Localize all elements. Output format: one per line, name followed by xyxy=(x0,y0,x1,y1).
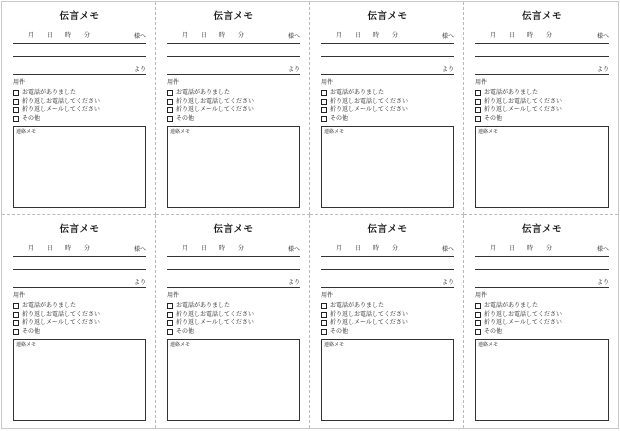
option-label: その他 xyxy=(330,114,349,122)
checkbox[interactable] xyxy=(13,312,19,318)
option-item[interactable] xyxy=(167,98,300,107)
day-unit: 日 xyxy=(47,245,54,252)
sender-row xyxy=(167,279,300,288)
option-item[interactable] xyxy=(475,89,609,98)
blank-write-line xyxy=(475,56,609,57)
option-item[interactable] xyxy=(167,106,300,115)
option-item[interactable] xyxy=(167,319,300,328)
memo-label: 連絡メモ xyxy=(170,342,191,348)
minute-unit: 分 xyxy=(546,245,553,252)
option-label: 折り返しメールしてください xyxy=(176,319,254,327)
option-item[interactable] xyxy=(475,115,609,124)
blank-write-line xyxy=(13,56,146,57)
checkbox[interactable] xyxy=(13,116,19,122)
option-label: その他 xyxy=(484,327,503,335)
month-unit: 月 xyxy=(336,245,343,252)
memo-box[interactable] xyxy=(13,339,146,421)
option-label: お電話がありました xyxy=(22,89,77,97)
day-unit: 日 xyxy=(201,32,208,39)
option-item[interactable] xyxy=(475,302,609,311)
minute-unit: 分 xyxy=(84,245,91,252)
blank-write-line xyxy=(475,269,609,270)
memo-title: 伝言メモ xyxy=(521,224,562,235)
checkbox[interactable] xyxy=(167,329,173,335)
hour-unit: 時 xyxy=(219,245,226,252)
checkbox[interactable] xyxy=(321,312,327,318)
option-label: その他 xyxy=(22,327,41,335)
memo-label: 連絡メモ xyxy=(16,129,37,135)
month-unit: 月 xyxy=(28,245,35,252)
memo-sheet xyxy=(1,1,619,429)
checkbox[interactable] xyxy=(475,116,481,122)
date-time-row xyxy=(321,245,454,257)
date-time-row xyxy=(13,245,146,257)
message-memo-card xyxy=(310,2,464,215)
message-memo-card xyxy=(2,215,156,428)
checkbox[interactable] xyxy=(13,303,19,309)
memo-box[interactable] xyxy=(167,126,300,208)
blank-write-line xyxy=(321,269,454,270)
memo-box[interactable] xyxy=(13,126,146,208)
recipient-suffix: 様へ xyxy=(596,246,609,253)
option-item[interactable] xyxy=(13,319,146,328)
checkbox[interactable] xyxy=(167,116,173,122)
option-label: その他 xyxy=(176,114,195,122)
minute-unit: 分 xyxy=(238,245,245,252)
option-label: お電話がありました xyxy=(176,302,231,310)
option-label: 折り返しお電話してください xyxy=(22,97,101,105)
date-time-row xyxy=(475,245,609,257)
option-item[interactable] xyxy=(321,89,454,98)
option-list xyxy=(167,89,300,123)
checkbox[interactable] xyxy=(321,107,327,113)
sender-suffix: より xyxy=(287,279,300,286)
option-label: 折り返しお電話してください xyxy=(176,97,255,105)
checkbox[interactable] xyxy=(321,90,327,96)
memo-title: 伝言メモ xyxy=(59,224,100,235)
checkbox[interactable] xyxy=(321,320,327,326)
hour-unit: 時 xyxy=(373,32,380,39)
sender-row xyxy=(321,66,454,75)
checkbox[interactable] xyxy=(475,90,481,96)
option-item[interactable] xyxy=(321,106,454,115)
hour-unit: 時 xyxy=(527,245,534,252)
memo-box[interactable] xyxy=(321,339,454,421)
sender-row xyxy=(475,279,609,288)
option-label: 折り返しメールしてください xyxy=(330,106,408,114)
option-item[interactable] xyxy=(321,311,454,320)
checkbox[interactable] xyxy=(475,312,481,318)
minute-unit: 分 xyxy=(238,32,245,39)
day-unit: 日 xyxy=(509,32,516,39)
option-label: お電話がありました xyxy=(484,302,539,310)
option-list xyxy=(321,302,454,336)
sender-row xyxy=(475,66,609,75)
hour-unit: 時 xyxy=(65,32,72,39)
sender-row xyxy=(13,279,146,288)
option-label: お電話がありました xyxy=(484,89,539,97)
option-label: 折り返しメールしてください xyxy=(176,106,254,114)
checkbox[interactable] xyxy=(321,116,327,122)
month-unit: 月 xyxy=(182,32,189,39)
option-item[interactable] xyxy=(13,328,146,337)
sender-suffix: より xyxy=(441,66,454,73)
recipient-suffix: 様へ xyxy=(441,33,454,40)
day-unit: 日 xyxy=(201,245,208,252)
memo-box[interactable] xyxy=(167,339,300,421)
option-label: その他 xyxy=(484,114,503,122)
day-unit: 日 xyxy=(355,245,362,252)
checkbox[interactable] xyxy=(13,90,19,96)
memo-label: 連絡メモ xyxy=(170,129,191,135)
option-label: 折り返しお電話してください xyxy=(330,97,409,105)
sender-row xyxy=(321,279,454,288)
sender-suffix: より xyxy=(441,279,454,286)
memo-box[interactable] xyxy=(321,126,454,208)
subject-label: 用件 xyxy=(321,79,334,86)
option-item[interactable] xyxy=(167,89,300,98)
date-time-row xyxy=(13,32,146,44)
subject-label: 用件 xyxy=(167,79,180,86)
memo-label: 連絡メモ xyxy=(324,129,345,135)
option-label: 折り返しメールしてください xyxy=(22,319,100,327)
option-label: 折り返しメールしてください xyxy=(22,106,100,114)
subject-label: 用件 xyxy=(13,292,26,299)
checkbox[interactable] xyxy=(13,329,19,335)
option-item[interactable] xyxy=(13,302,146,311)
option-item[interactable] xyxy=(321,328,454,337)
sender-suffix: より xyxy=(133,66,146,73)
month-unit: 月 xyxy=(490,245,497,252)
option-label: その他 xyxy=(330,327,349,335)
checkbox[interactable] xyxy=(475,107,481,113)
option-item[interactable] xyxy=(321,302,454,311)
option-label: お電話がありました xyxy=(176,89,231,97)
option-list xyxy=(321,89,454,123)
memo-label: 連絡メモ xyxy=(324,342,345,348)
month-unit: 月 xyxy=(490,32,497,39)
memo-box[interactable] xyxy=(475,126,609,208)
option-item[interactable] xyxy=(321,115,454,124)
day-unit: 日 xyxy=(509,245,516,252)
option-item[interactable] xyxy=(13,115,146,124)
subject-label: 用件 xyxy=(321,292,334,299)
message-memo-card xyxy=(464,2,618,215)
recipient-suffix: 様へ xyxy=(133,33,146,40)
blank-write-line xyxy=(167,269,300,270)
checkbox[interactable] xyxy=(13,107,19,113)
option-item[interactable] xyxy=(475,328,609,337)
checkbox[interactable] xyxy=(321,329,327,335)
option-list xyxy=(167,302,300,336)
option-item[interactable] xyxy=(167,115,300,124)
date-time-row xyxy=(321,32,454,44)
message-memo-card xyxy=(310,215,464,428)
subject-label: 用件 xyxy=(475,79,488,86)
memo-label: 連絡メモ xyxy=(16,342,37,348)
checkbox[interactable] xyxy=(167,90,173,96)
hour-unit: 時 xyxy=(65,245,72,252)
recipient-suffix: 様へ xyxy=(287,33,300,40)
option-item[interactable] xyxy=(475,319,609,328)
option-item[interactable] xyxy=(167,302,300,311)
checkbox[interactable] xyxy=(167,107,173,113)
recipient-suffix: 様へ xyxy=(441,246,454,253)
memo-label: 連絡メモ xyxy=(478,129,499,135)
hour-unit: 時 xyxy=(373,245,380,252)
day-unit: 日 xyxy=(355,32,362,39)
option-label: 折り返しお電話してください xyxy=(330,310,409,318)
option-item[interactable] xyxy=(13,98,146,107)
option-label: 折り返しお電話してください xyxy=(22,310,101,318)
option-label: 折り返しメールしてください xyxy=(484,106,562,114)
checkbox[interactable] xyxy=(321,99,327,105)
checkbox[interactable] xyxy=(475,329,481,335)
option-label: 折り返しメールしてください xyxy=(484,319,562,327)
checkbox[interactable] xyxy=(13,320,19,326)
option-list xyxy=(13,89,146,123)
minute-unit: 分 xyxy=(84,32,91,39)
message-memo-card xyxy=(156,2,310,215)
hour-unit: 時 xyxy=(219,32,226,39)
date-time-row xyxy=(167,245,300,257)
subject-label: 用件 xyxy=(475,292,488,299)
memo-title: 伝言メモ xyxy=(213,11,254,22)
option-list xyxy=(475,89,609,123)
option-item[interactable] xyxy=(475,311,609,320)
checkbox[interactable] xyxy=(13,99,19,105)
day-unit: 日 xyxy=(47,32,54,39)
option-item[interactable] xyxy=(13,89,146,98)
checkbox[interactable] xyxy=(167,99,173,105)
option-item[interactable] xyxy=(321,98,454,107)
option-label: 折り返しメールしてください xyxy=(330,319,408,327)
memo-box[interactable] xyxy=(475,339,609,421)
sender-suffix: より xyxy=(596,66,609,73)
sender-row xyxy=(13,66,146,75)
minute-unit: 分 xyxy=(546,32,553,39)
recipient-suffix: 様へ xyxy=(287,246,300,253)
option-item[interactable] xyxy=(13,311,146,320)
option-label: 折り返しお電話してください xyxy=(484,310,563,318)
sender-suffix: より xyxy=(133,279,146,286)
subject-label: 用件 xyxy=(13,79,26,86)
memo-title: 伝言メモ xyxy=(59,11,100,22)
message-memo-card xyxy=(464,215,618,428)
memo-title: 伝言メモ xyxy=(521,11,562,22)
option-label: お電話がありました xyxy=(330,302,385,310)
recipient-suffix: 様へ xyxy=(596,33,609,40)
subject-label: 用件 xyxy=(167,292,180,299)
option-label: 折り返しお電話してください xyxy=(176,310,255,318)
blank-write-line xyxy=(13,269,146,270)
month-unit: 月 xyxy=(28,32,35,39)
memo-title: 伝言メモ xyxy=(367,11,408,22)
option-item[interactable] xyxy=(13,106,146,115)
option-list xyxy=(13,302,146,336)
checkbox[interactable] xyxy=(475,99,481,105)
message-memo-card xyxy=(156,215,310,428)
sender-suffix: より xyxy=(287,66,300,73)
option-label: 折り返しお電話してください xyxy=(484,97,563,105)
memo-title: 伝言メモ xyxy=(213,224,254,235)
month-unit: 月 xyxy=(336,32,343,39)
option-item[interactable] xyxy=(167,311,300,320)
checkbox[interactable] xyxy=(475,320,481,326)
checkbox[interactable] xyxy=(167,320,173,326)
option-label: お電話がありました xyxy=(22,302,77,310)
option-label: その他 xyxy=(22,114,41,122)
minute-unit: 分 xyxy=(392,245,399,252)
memo-label: 連絡メモ xyxy=(478,342,499,348)
blank-write-line xyxy=(321,56,454,57)
option-item[interactable] xyxy=(321,319,454,328)
recipient-suffix: 様へ xyxy=(133,246,146,253)
checkbox[interactable] xyxy=(167,303,173,309)
minute-unit: 分 xyxy=(392,32,399,39)
date-time-row xyxy=(475,32,609,44)
checkbox[interactable] xyxy=(475,303,481,309)
month-unit: 月 xyxy=(182,245,189,252)
hour-unit: 時 xyxy=(527,32,534,39)
option-label: お電話がありました xyxy=(330,89,385,97)
sender-suffix: より xyxy=(596,279,609,286)
option-item[interactable] xyxy=(475,98,609,107)
option-item[interactable] xyxy=(167,328,300,337)
sender-row xyxy=(167,66,300,75)
option-label: その他 xyxy=(176,327,195,335)
option-item[interactable] xyxy=(475,106,609,115)
checkbox[interactable] xyxy=(167,312,173,318)
option-list xyxy=(475,302,609,336)
checkbox[interactable] xyxy=(321,303,327,309)
message-memo-card xyxy=(2,2,156,215)
date-time-row xyxy=(167,32,300,44)
memo-title: 伝言メモ xyxy=(367,224,408,235)
blank-write-line xyxy=(167,56,300,57)
